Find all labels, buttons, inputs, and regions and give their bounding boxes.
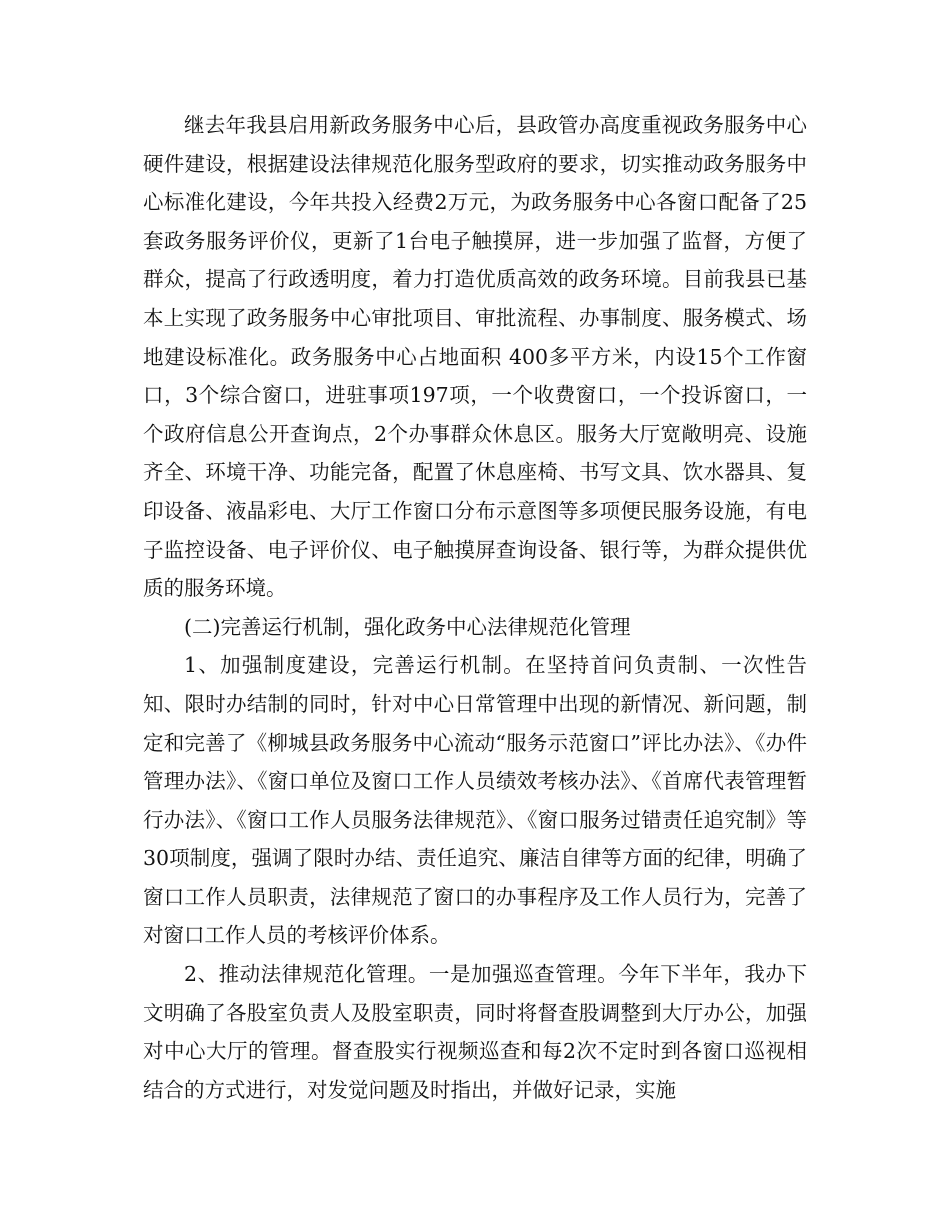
section-heading-operating-mechanism: (二)完善运行机制，强化政务中心法律规范化管理 <box>184 614 631 639</box>
document-body <box>143 106 807 1109</box>
paragraph-system-building: 1、加强制度建设，完善运行机制。在坚持首问负责制、一次性告知、限时办结制的同时，针对中心日常管理中出现的新情况、新问题，制定和完善了《柳城县政务服务中心流动“服务示范窗口”评比办法》、《办件管理办法》、《窗口单位及窗口工作人员绩效考核办法》、《首席代表管理暂行办法》、《窗口工作人员服务法律规范》、《窗口服务过错责任追究制》等30项制度，强调了限时办结、责任追究、廉洁自律等方面的纪律，明确了窗口工作人员职责，法律规范了窗口的办事程序及工作人员行为，完善了对窗口工作人员的考核评价体系。 <box>143 653 807 948</box>
paragraph-service-center-construction: 继去年我县启用新政务服务中心后，县政管办高度重视政务服务中心硬件建设，根据建设法律规范化服务型政府的要求，切实推动政务服务中心标准化建设，今年共投入经费2万元，为政务服务中心各窗口配备了25套政务服务评价仪，更新了1台电子触摸屏，进一步加强了监督，方便了群众，提高了行政透明度，着力打造优质高效的政务环境。目前我县已基本上实现了政务服务中心审批项目、审批流程、办事制度、服务模式、场地建设标准化。政务服务中心占地面积 400多平方米，内设15个工作窗口，3个综合窗口，进驻事项197项，一个收费窗口，一个投诉窗口，一个政府信息公开查询点，2个办事群众休息区。服务大厅宽敞明亮、设施齐全、环境干净、功能完备，配置了休息座椅、书写文具、饮水器具、复印设备、液晶彩电、大厅工作窗口分布示意图等多项便民服务设施，有电子监控设备、电子评价仪、电子触摸屏查询设备、银行等，为群众提供优质的服务环境。 <box>143 113 807 601</box>
paragraph-standardized-management: 2、推动法律规范化管理。一是加强巡查管理。今年下半年，我办下文明确了各股室负责人及股室职责，同时将督查股调整到大厅办公，加强对中心大厅的管理。督查股实行视频巡查和每2次不定时到各窗口巡视相结合的方式进行，对发觉问题及时指出，并做好记录，实施 <box>143 962 807 1102</box>
